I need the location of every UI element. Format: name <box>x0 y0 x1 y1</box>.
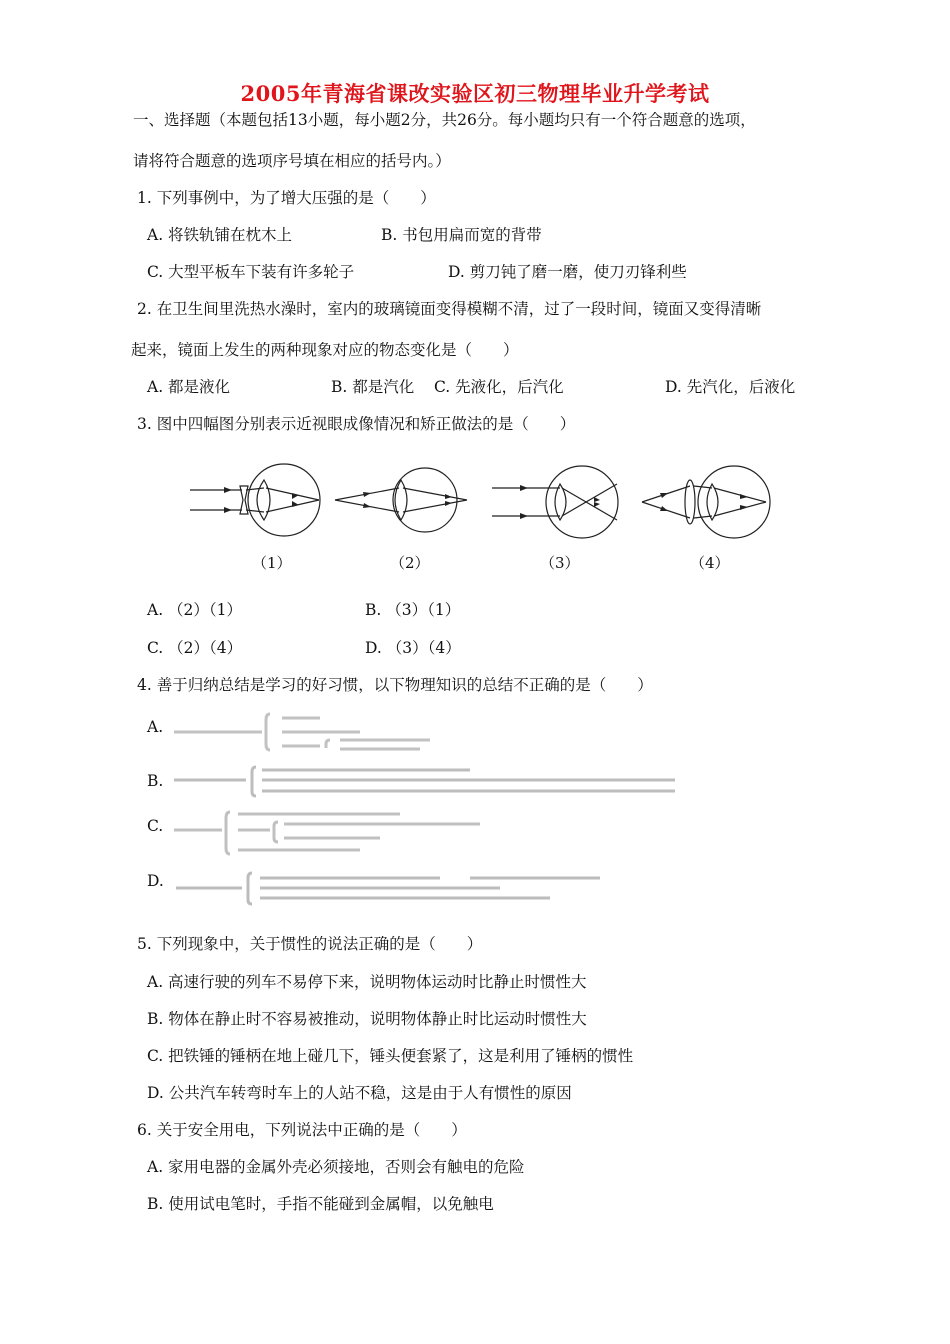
q1-option-c: C. 大型平板车下装有许多轮子 <box>147 263 355 281</box>
q5-option-b: B. 物体在静止时不容易被推动，说明物体静止时比运动时惯性大 <box>147 1010 587 1028</box>
q2-stem-line1: 2. 在卫生间里洗热水澡时，室内的玻璃镜面变得模糊不清，过了一段时间，镜面又变得清晰 <box>137 300 762 318</box>
q4-stem-pre: 4. 善于归纳总结是学习的好习惯，以下物理知识的总结 <box>137 676 514 694</box>
exam-title: 2005年青海省课改实验区初三物理毕业升学考试 <box>240 81 710 106</box>
eye-caption-1: （1） <box>252 554 292 572</box>
q5-stem: 5. 下列现象中，关于惯性的说法正确的是（ ） <box>137 935 483 953</box>
q2-option-c: C. 先液化，后汽化 <box>434 378 564 396</box>
q3-option-b: B. （3）（1） <box>365 601 461 619</box>
q1-option-b: B. 书包用扁而宽的背带 <box>381 226 542 244</box>
q4-option-c: C. <box>147 817 164 835</box>
q4-option-d: D. <box>147 872 164 890</box>
eye-caption-4: （4） <box>690 554 730 572</box>
q4-stem <box>137 673 653 695</box>
q4-option-d-image <box>170 870 610 906</box>
q4-stem-emphasis: 不正确 <box>513 676 560 694</box>
q6-option-b: B. 使用试电笔时，手指不能碰到金属帽，以免触电 <box>147 1195 494 1213</box>
q4-option-b-image <box>170 764 680 798</box>
section-intro-line1: 一、选择题（本题包括13小题，每小题2分，共26分。每小题均只有一个符合题意的选项， <box>133 111 756 129</box>
q4-option-b: B. <box>147 772 164 790</box>
q5-option-a: A. 高速行驶的列车不易停下来，说明物体运动时比静止时惯性大 <box>147 973 587 991</box>
q4-option-a: A. <box>147 718 164 736</box>
q4-stem-post: 的是（ ） <box>559 676 653 694</box>
q3-stem: 3. 图中四幅图分别表示近视眼成像情况和矫正做法的是（ ） <box>137 415 576 433</box>
eye-caption-3: （3） <box>540 554 580 572</box>
q4-option-a-image <box>170 710 440 752</box>
q1-option-d: D. 剪刀钝了磨一磨，使刀刃锋利些 <box>448 263 687 281</box>
eye-diagram-3 <box>490 462 625 542</box>
q3-option-a: A. （2）（1） <box>147 601 243 619</box>
q6-option-a: A. 家用电器的金属外壳必须接地，否则会有触电的危险 <box>147 1158 525 1176</box>
q2-stem-line2: 起来，镜面上发生的两种现象对应的物态变化是（ ） <box>131 341 519 359</box>
q2-option-d: D. 先汽化，后液化 <box>665 378 796 396</box>
q1-option-a: A. 将铁轨铺在枕木上 <box>147 226 293 244</box>
q1-stem: 1. 下列事例中，为了增大压强的是（ ） <box>137 189 436 207</box>
q4-option-c-image <box>170 808 490 856</box>
eye-caption-2: （2） <box>390 554 430 572</box>
q6-stem: 6. 关于安全用电，下列说法中正确的是（ ） <box>137 1121 467 1139</box>
q3-option-d: D. （3）（4） <box>365 639 461 657</box>
q5-option-c: C. 把铁锤的锤柄在地上碰几下，锤头便套紧了，这是利用了锤柄的惯性 <box>147 1047 634 1065</box>
q3-option-c: C. （2）（4） <box>147 639 243 657</box>
q5-option-d: D. 公共汽车转弯时车上的人站不稳，这是由于人有惯性的原因 <box>147 1084 572 1102</box>
section-intro-line2: 请将符合题意的选项序号填在相应的括号内。） <box>133 152 451 170</box>
eye-diagram-4 <box>640 460 772 544</box>
q2-option-b: B. 都是汽化 <box>331 378 415 396</box>
q2-option-a: A. 都是液化 <box>147 378 231 396</box>
eye-diagram-2 <box>333 462 473 538</box>
eye-diagram-1 <box>188 458 323 542</box>
